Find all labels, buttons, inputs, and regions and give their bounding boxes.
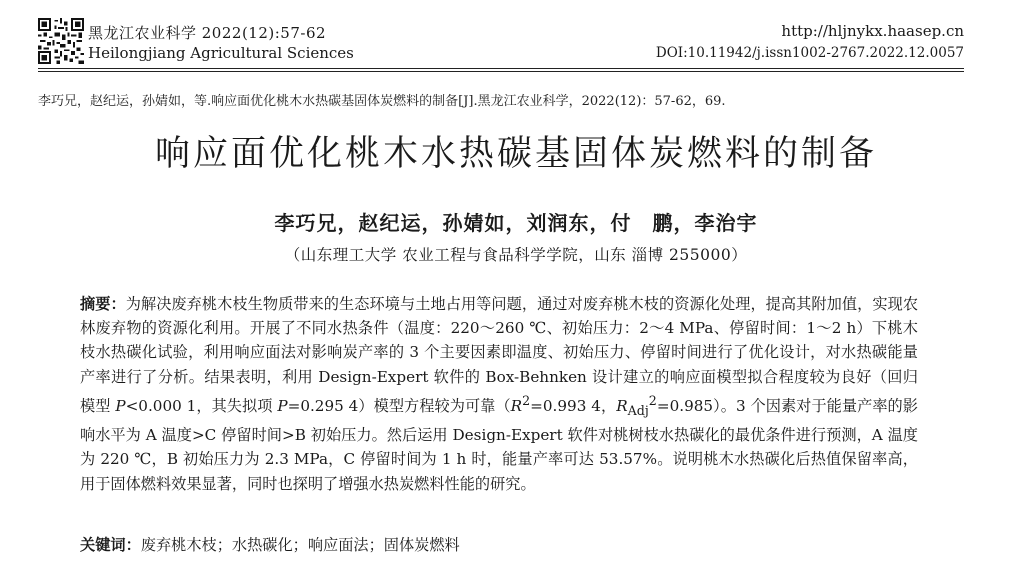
journal-header xyxy=(38,14,964,66)
abstract-text: <0.000 1，其失拟项 xyxy=(125,396,278,415)
abstract-text: =0.985）。3 个因素对于能量产率的影响水平为 A 温度>C 停留时间>B 初始压力。然后运用 Design-Expert 软件对桃树枝水热碳化的最优条件进行预测，A 温度为 220 ℃，B 初始压力为 2.3 MPa，C 停留时间为 1 h 时，能量产率可达 53.57%。说明桃木水热碳化后热值保留率高，用于固体燃料效果显著，同时也探明了增强水热炭燃料性能的研究。 xyxy=(80,396,918,493)
author-list: 李巧兄，赵纪运，孙婧如，刘润东，付 鹏，李治宇 xyxy=(274,211,758,235)
abstract-text: 为解决废弃桃木枝生物质带来的生态环境与土地占用等问题，通过对废弃桃木枝的资源化处理，提高其附加值，实现农林废弃物的资源化利用。开展了不同水热条件（温度：220～260 ℃、初始压力：2～4 MPa、停留时间：1～2 h）下桃木枝水热碳化试验，利用响应面法对影响炭产率的 3 个主要因素即温度、初始压力、停留时间进行了优化设计，对水热碳能量产率进行了分析。结果表明，利用 Design-Expert 软件的 Box-Behnken 设计建立的响应面模型拟合程度较为良好（回归模型 xyxy=(80,295,919,415)
header-divider-thin xyxy=(38,68,964,69)
header-divider xyxy=(38,71,964,72)
abstract-text: =0.993 4， xyxy=(530,396,617,415)
journal-name-en: Heilongjiang Agricultural Sciences xyxy=(88,44,354,62)
journal-name-cn: 黑龙江农业科学 2022(12):57-62 xyxy=(88,24,327,42)
superscript: 2 xyxy=(648,392,657,408)
abstract-text: =0.295 4）模型方程较为可靠（ xyxy=(287,396,511,415)
journal-url-link[interactable]: http://hljnykx.haasep.cn xyxy=(781,22,964,40)
keywords-text: 废弃桃木枝；水热碳化；响应面法；固体炭燃料 xyxy=(140,536,460,554)
variable-p: P xyxy=(115,396,126,415)
keywords xyxy=(80,534,460,555)
citation-line: 李巧兄，赵纪运，孙婧如，等.响应面优化桃木水热碳基固体炭燃料的制备[J].黑龙江农业科学，2022(12)：57-62，69. xyxy=(38,94,726,109)
abstract-label: 摘要： xyxy=(80,295,126,313)
variable-r-adj: R xyxy=(616,396,628,415)
affiliation: （山东理工大学 农业工程与食品科学学院，山东 淄博 255000） xyxy=(284,246,748,264)
keywords-label: 关键词： xyxy=(80,536,141,554)
paper-title: 响应面优化桃木水热碳基固体炭燃料的制备 xyxy=(154,134,877,174)
abstract xyxy=(80,292,918,496)
variable-p: P xyxy=(277,396,288,415)
doi-link[interactable]: DOI:10.11942/j.issn1002-2767.2022.12.0057 xyxy=(655,45,964,61)
subscript-adj: Adj xyxy=(627,402,649,418)
variable-r: R xyxy=(510,396,523,415)
superscript: 2 xyxy=(522,392,531,408)
qr-code-icon[interactable] xyxy=(38,18,84,64)
